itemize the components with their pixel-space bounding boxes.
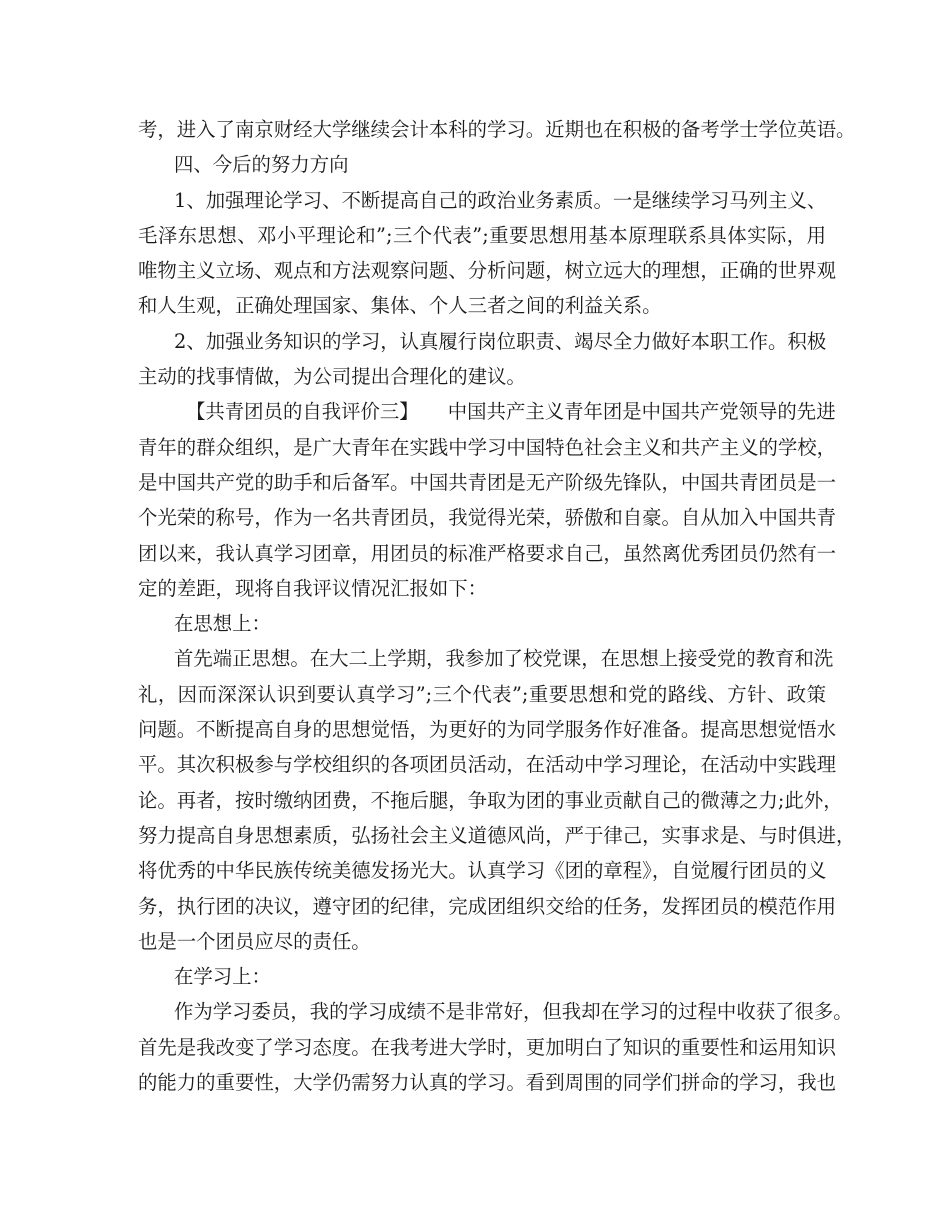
text-line-26: 作为学习委员，我的学习成绩不是非常好，但我却在学习的过程中收获了很多。 [174, 1000, 853, 1024]
section-heading-self-evaluation-three: 【共青团员的自我评价三】 中国共产主义青年团是中国共产党领导的先进 [186, 400, 836, 424]
text-line-14: 定的差距，现将自我评议情况汇报如下： [138, 576, 488, 600]
document-body [138, 112, 856, 1100]
section-heading-study: 在学习上： [174, 965, 271, 989]
text-line-20: 论。再者，按时缴纳团费，不拖后腿，争取为团的事业贡献自己的微薄之力;此外， [138, 788, 843, 812]
text-line-16: 首先端正思想。在大二上学期，我参加了校党课，在思想上接受党的教育和洗 [174, 647, 834, 671]
text-line-21: 努力提高自身思想素质，弘扬社会主义道德风尚，严于律己，实事求是、与时俱进， [138, 823, 856, 847]
text-line-11: 是中国共产党的助手和后备军。中国共青团是无产阶级先锋队，中国共青团员是一 [138, 470, 837, 494]
text-line-17: 礼，因而深深认识到要认真学习”;三个代表”;重要思想和党的路线、方针、政策 [138, 682, 826, 706]
text-line-19: 平。其次积极参与学校组织的各项团员活动，在活动中学习理论，在活动中实践理 [138, 753, 837, 777]
text-line-6: 和人生观，正确处理国家、集体、个人三者之间的利益关系。 [138, 294, 662, 318]
text-line-18: 问题。不断提高自身的思想觉悟，为更好的为同学服务作好准备。提高思想觉悟水 [138, 718, 837, 742]
text-line-28: 的能力的重要性，大学仍需努力认真的学习。看到周围的同学们拼命的学习，我也 [138, 1071, 837, 1095]
text-line-1: 考，进入了南京财经大学继续会计本科的学习。近期也在积极的备考学士学位英语。 [138, 118, 856, 141]
text-line-12: 个光荣的称号，作为一名共青团员，我觉得光荣，骄傲和自豪。自从加入中国共青 [138, 506, 837, 530]
text-line-27: 首先是我改变了学习态度。在我考进大学时，更加明白了知识的重要性和运用知识 [138, 1035, 837, 1059]
text-line-4: 毛泽东思想、邓小平理论和”;三个代表”;重要思想用基本原理联系具体实际，用 [138, 223, 826, 247]
text-line-3: 1、加强理论学习、不断提高自己的政治业务素质。一是继续学习马列主义、 [174, 188, 827, 212]
text-line-7: 2、加强业务知识的学习，认真履行岗位职责、竭尽全力做好本职工作。积极 [174, 329, 827, 353]
text-line-23: 务，执行团的决议，遵守团的纪律，完成团组织交给的任务，发挥团员的模范作用 [138, 894, 837, 918]
text-line-13: 团以来，我认真学习团章，用团员的标准严格要求自己，虽然离优秀团员仍然有一 [138, 541, 837, 565]
text-line-8: 主动的找事情做，为公司提出合理化的建议。 [138, 365, 526, 389]
text-line-10: 青年的群众组织，是广大青年在实践中学习中国特色社会主义和共产主义的学校， [138, 435, 837, 459]
text-line-24: 也是一个团员应尽的责任。 [138, 929, 371, 953]
text-line-5: 唯物主义立场、观点和方法观察问题、分析问题，树立远大的理想，正确的世界观 [138, 259, 837, 283]
text-line-22: 将优秀的中华民族传统美德发扬光大。认真学习《团的章程》，自觉履行团员的义 [138, 859, 827, 883]
section-heading-ideology: 在思想上： [174, 612, 271, 636]
section-heading-future-direction: 四、今后的努力方向 [174, 153, 349, 177]
